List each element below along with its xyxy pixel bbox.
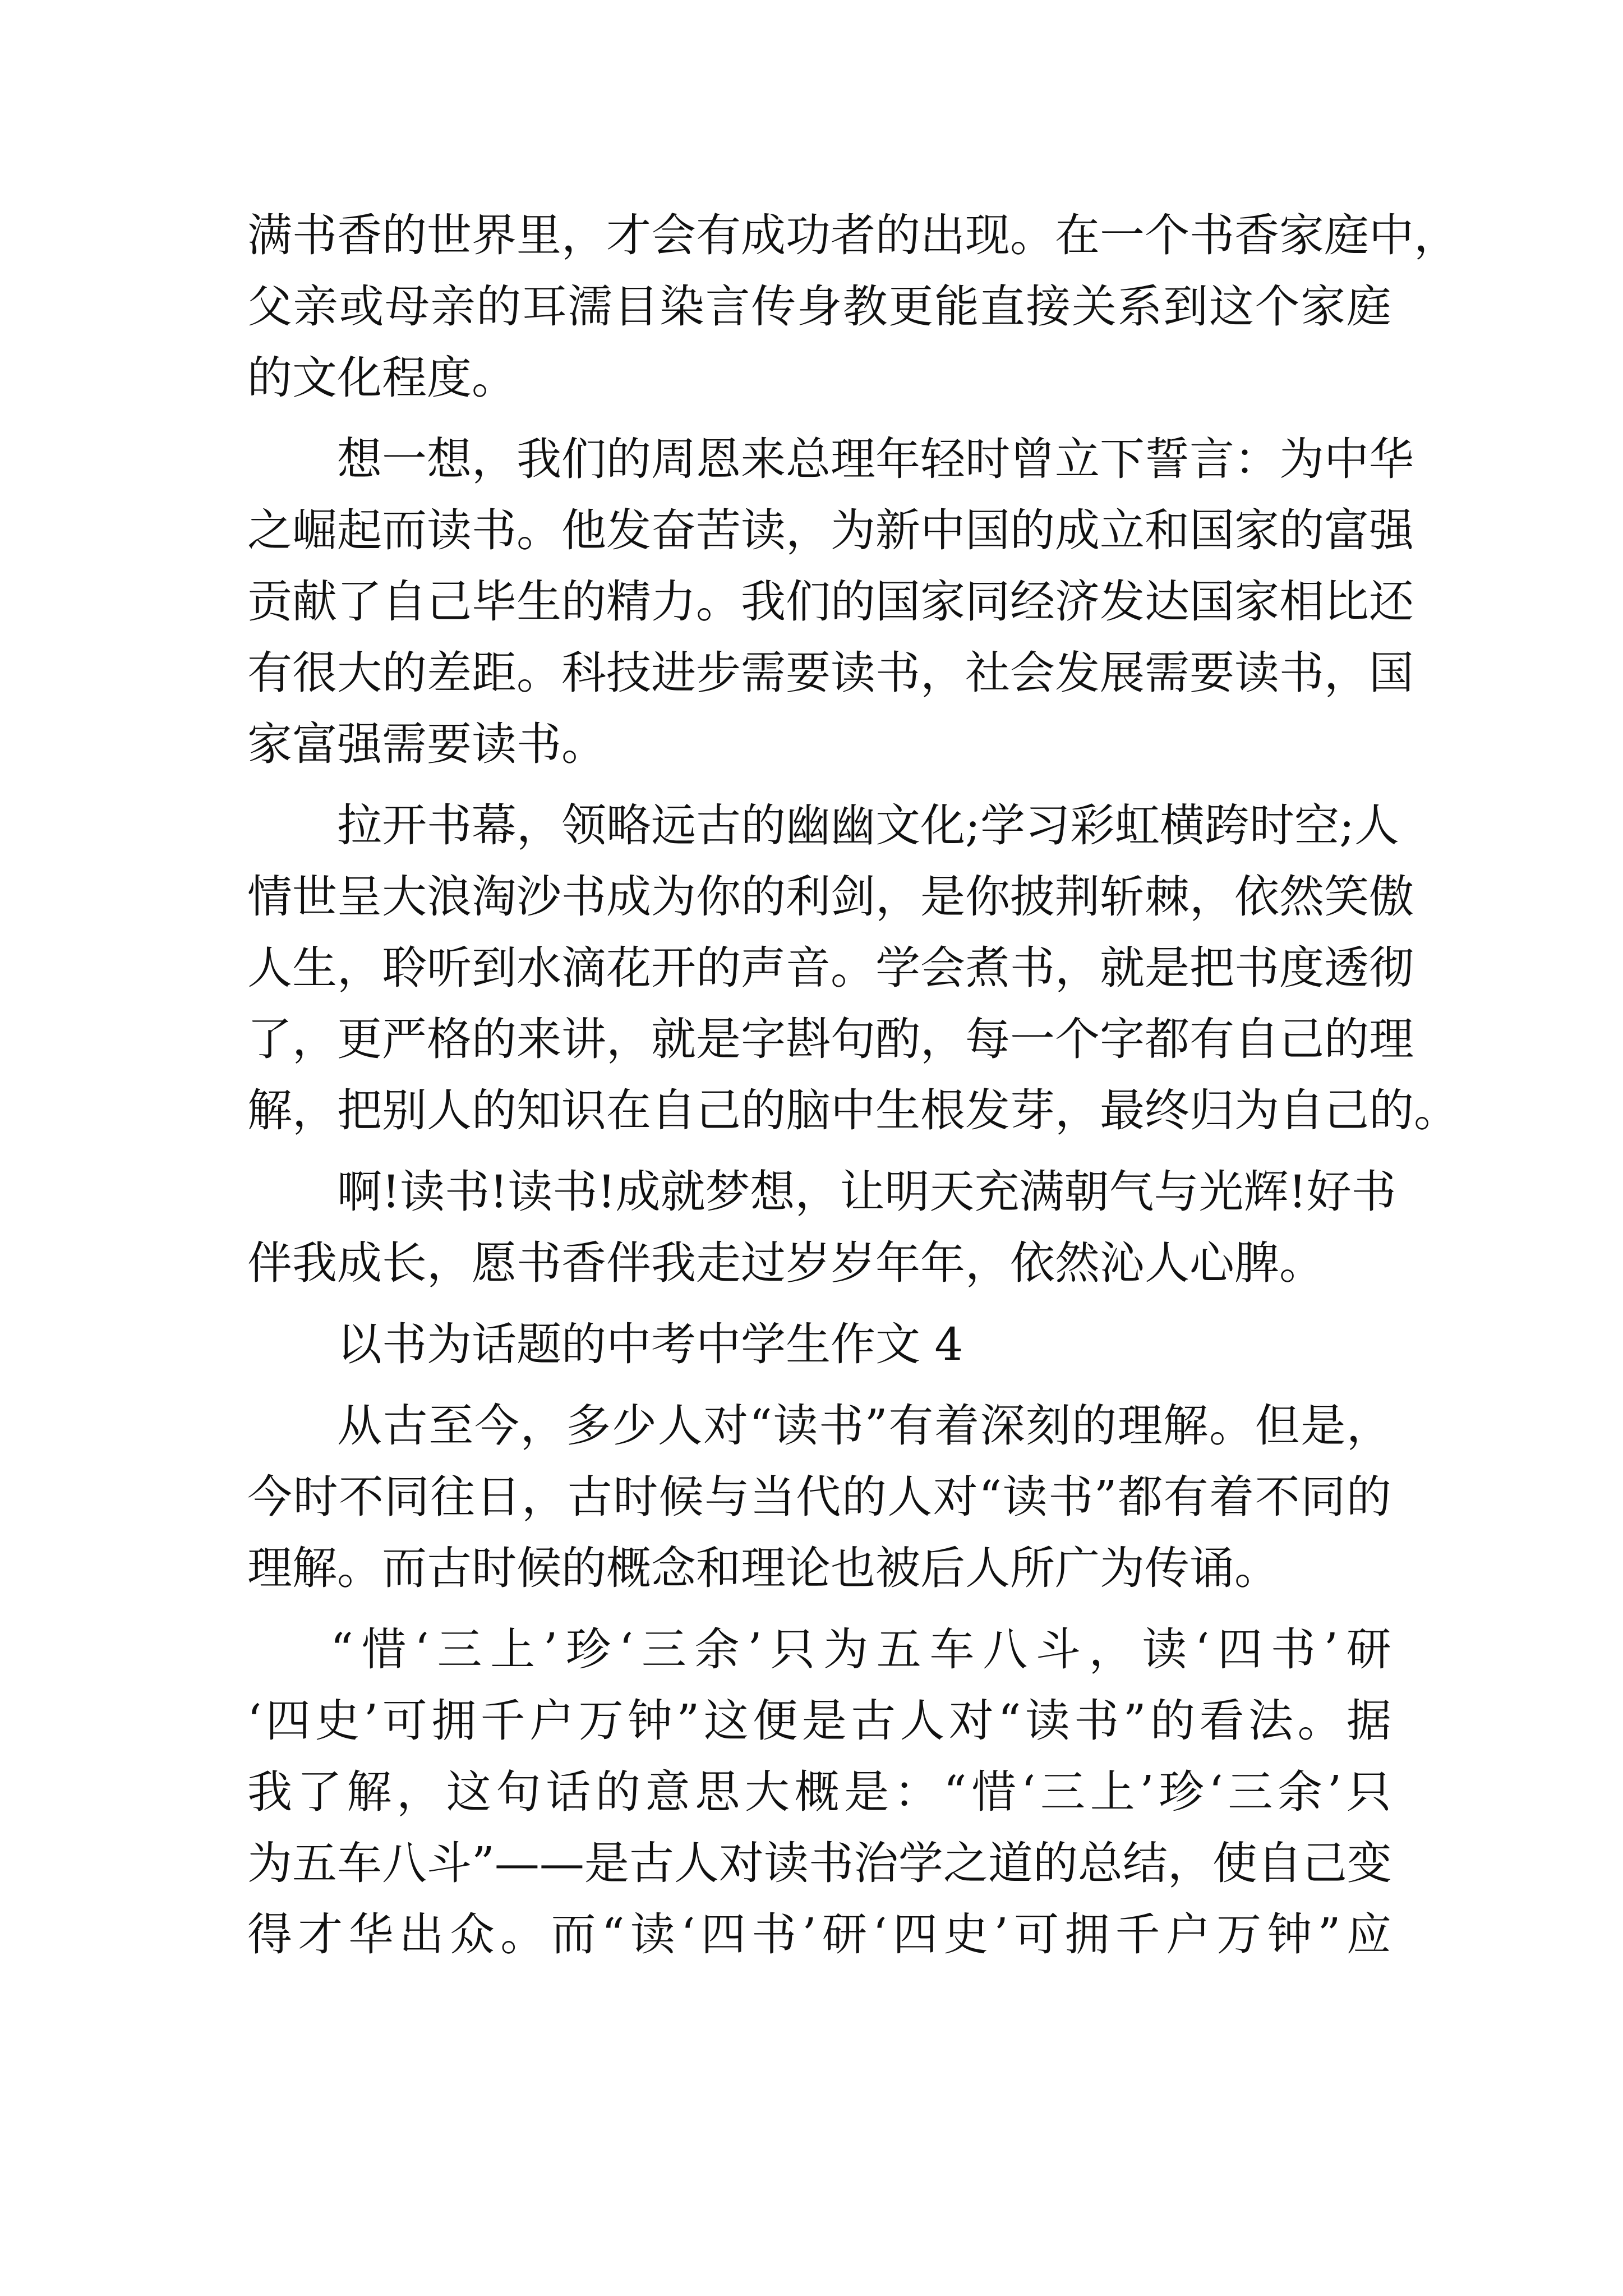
text-line: 我 了 解 ， 这 句 话 的 意 思 大 概 是 ： “ 惜 ‘ 三 上 ’ 珍 ‘ 三 余 ’ 只 — [247, 1766, 1391, 1818]
essay-heading: 以书为话题的中考中学生作文 4 — [337, 1318, 963, 1370]
text-line: 理解。而古时候的概念和理论也被后人所广为传诵。 — [247, 1542, 1279, 1594]
paragraph-first-line: 想 一 想 ， 我 们 的 周 恩 来 总 理 年 轻 时 曾 立 下 誓 言 ： 为 中 华 — [337, 433, 1414, 485]
text-line: 了 ， 更 严 格 的 来 讲 ， 就 是 字 斟 句 酌 ， 每 一 个 字 都 有 自 己 的 理 — [247, 1013, 1414, 1065]
text-line: 的文化程度。 — [247, 352, 517, 404]
text-line: 贡 献 了 自 己 毕 生 的 精 力 。 我 们 的 国 家 同 经 济 发 达 国 家 相 比 还 — [247, 576, 1414, 628]
text-line: ‘ 四 史 ’ 可 拥 千 户 万 钟 ” 这 便 是 古 人 对 “ 读 书 ” 的 看 法 。 据 — [247, 1695, 1391, 1747]
text-line: 家富强需要读书。 — [247, 718, 606, 770]
text-line: 之 崛 起 而 读 书 。 他 发 奋 苦 读 ， 为 新 中 国 的 成 立 和 国 家 的 富 强 — [247, 504, 1414, 556]
text-line: 为 五 车 八 斗 ” — — 是 古 人 对 读 书 治 学 之 道 的 总 结 ， 使 自 己 变 — [247, 1837, 1392, 1889]
text-line: 伴我成长，愿书香伴我走过岁岁年年，依然沁人心脾。 — [247, 1237, 1324, 1289]
essay-body — [247, 200, 1459, 1970]
text-line: 情 世 呈 大 浪 淘 沙 书 成 为 你 的 利 剑 ， 是 你 披 荆 斩 棘 ， 依 然 笑 傲 — [247, 871, 1414, 923]
text-line: 有 很 大 的 差 距 。 科 技 进 步 需 要 读 书 ， 社 会 发 展 需 要 读 书 ， 国 — [247, 647, 1414, 699]
text-line: 人 生 ， 聆 听 到 水 滴 花 开 的 声 音 。 学 会 煮 书 ， 就 是 把 书 度 透 彻 — [247, 942, 1414, 994]
text-line: 父 亲 或 母 亲 的 耳 濡 目 染 言 传 身 教 更 能 直 接 关 系 到 这 个 家 庭 — [247, 280, 1391, 333]
paragraph-first-line: 从 古 至 今 ， 多 少 人 对 “ 读 书 ” 有 着 深 刻 的 理 解 。 但 是 ， — [337, 1400, 1391, 1452]
text-line: 今 时 不 同 往 日 ， 古 时 候 与 当 代 的 人 对 “ 读 书 ” 都 有 着 不 同 的 — [247, 1471, 1391, 1523]
paragraph-first-line: 拉 开 书 幕 ， 领 略 远 古 的 幽 幽 文 化 ; 学 习 彩 虹 横 跨 时 空 ; 人 — [337, 799, 1399, 852]
text-line: 满 书 香 的 世 界 里 ， 才 会 有 成 功 者 的 出 现 。 在 一 个 书 香 家 庭 中 ， — [247, 209, 1459, 261]
paragraph-first-line: 啊 ! 读 书 ! 读 书 ! 成 就 梦 想 ， 让 明 天 充 满 朝 气 与 光 辉 ! 好 书 — [337, 1166, 1396, 1218]
paragraph-first-line: “ 惜 ‘ 三 上 ’ 珍 ‘ 三 余 ’ 只 为 五 车 八 斗 ， 读 ‘ 四 书 ’ 研 — [330, 1623, 1391, 1676]
text-line: 得 才 华 出 众 。 而 “ 读 ‘ 四 书 ’ 研 ‘ 四 史 ’ 可 拥 千 户 万 钟 ” 应 — [247, 1908, 1391, 1961]
text-line: 解 ， 把 别 人 的 知 识 在 自 己 的 脑 中 生 根 发 芽 ， 最 终 归 为 自 己 的 。 — [247, 1084, 1459, 1137]
